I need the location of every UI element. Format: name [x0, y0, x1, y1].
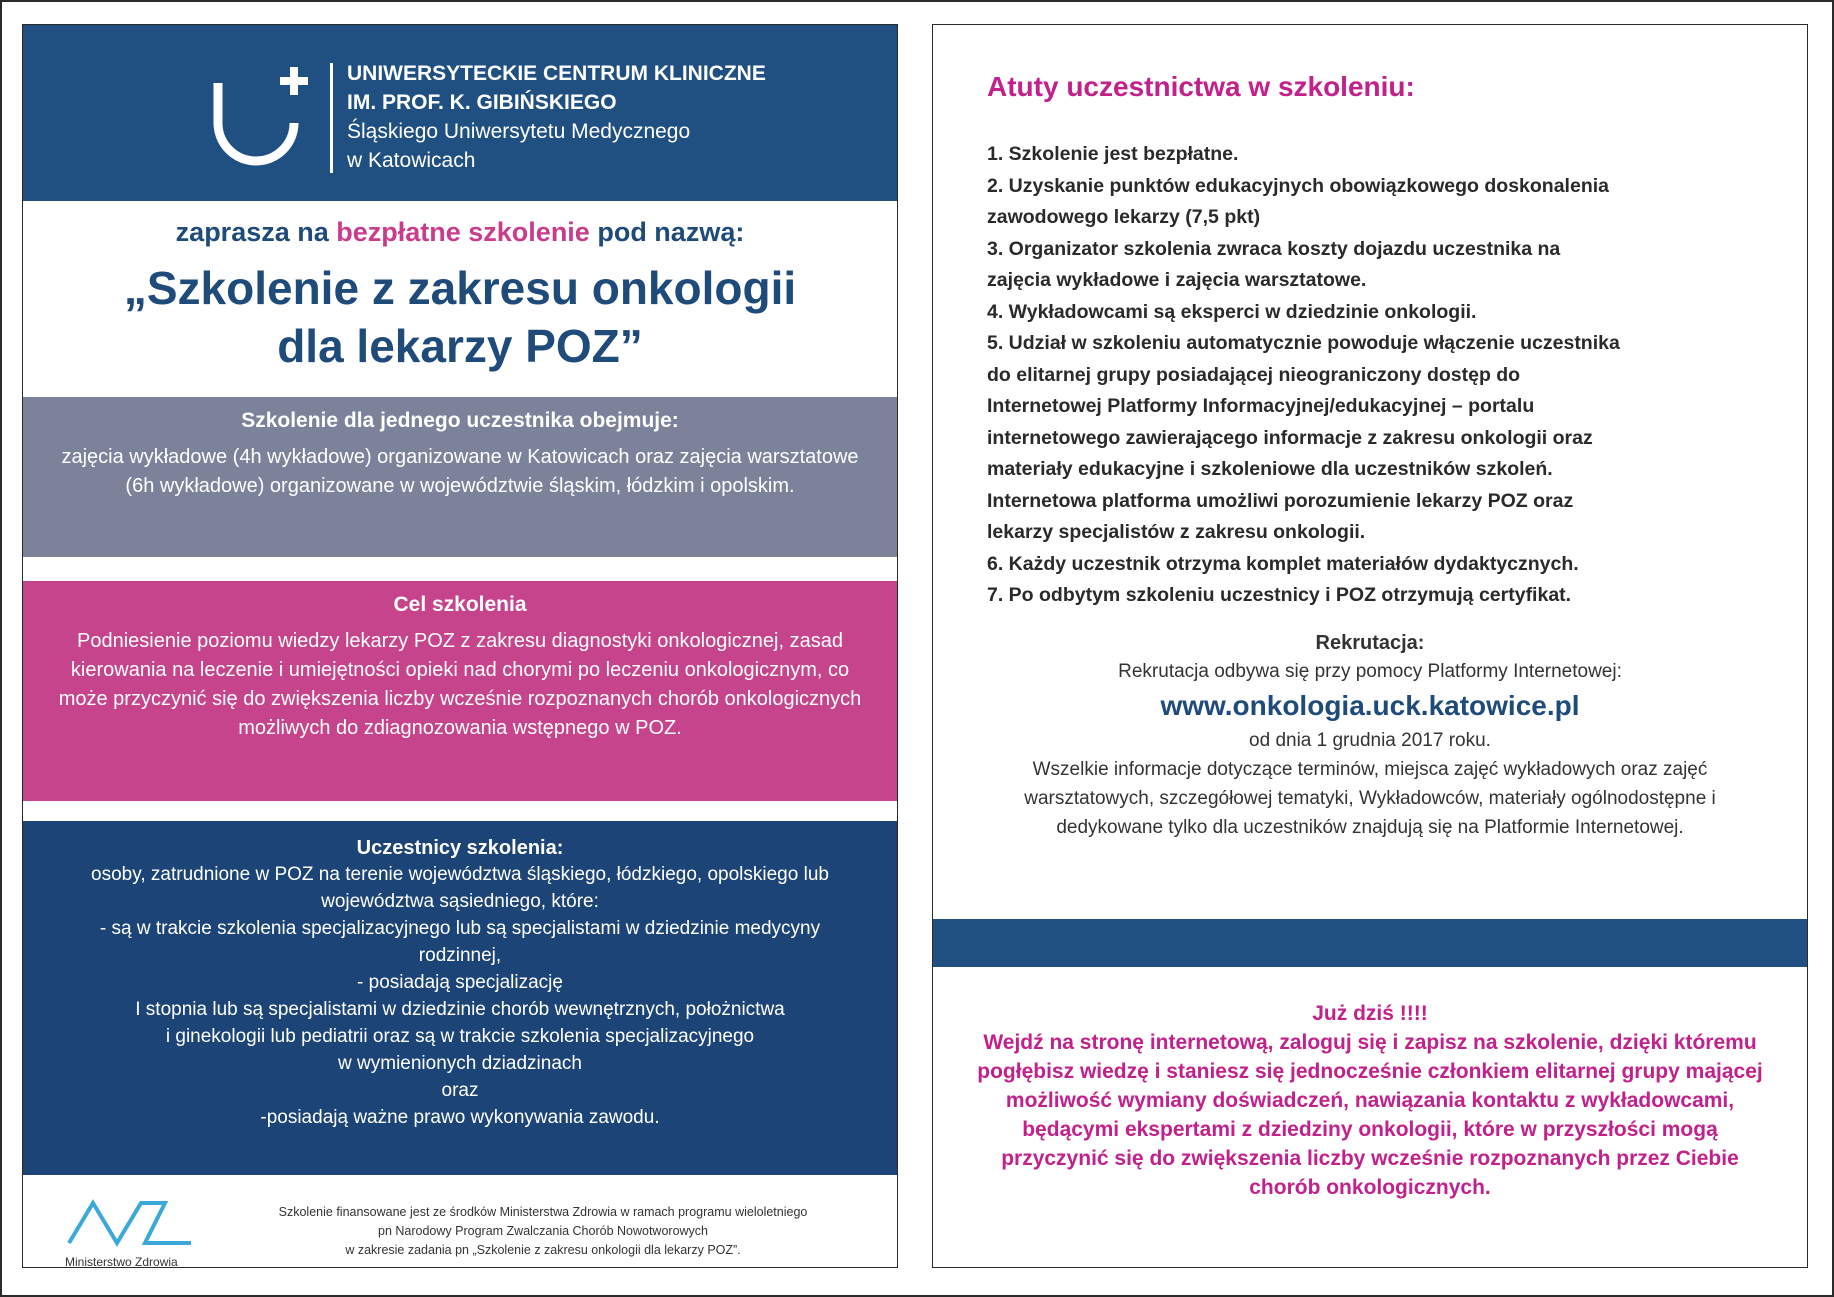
list-item: materiały edukacyjne i szkoleniowe dla uczestników szkoleń.	[987, 458, 1553, 480]
org-line-3: Śląskiego Uniwersytetu Medycznego	[347, 120, 691, 143]
intro-highlight: bezpłatne szkolenie	[336, 217, 590, 247]
participants-line: województwa sąsiedniego, które:	[321, 891, 599, 912]
participants-text	[23, 861, 897, 1131]
left-panel	[22, 24, 898, 1268]
cta-text: Wejdź na stronę internetową, zaloguj się i zapisz na szkolenie, dzięki któremu pogłębisz wiedzę i staniesz się jednocześnie członkiem elitarnej grupy mającej możliwość wymiany doświadczeń, nawiązania kontaktu z wykładowcami, będącymi ekspertami z dziedziny onkologii, które w przyszłości mogą przyczynić się do zwiększenia liczby wcześnie rozpoznanych przez Ciebie chorób onkologicznych.	[977, 1031, 1763, 1199]
training-title	[23, 259, 897, 375]
title-line-2: dla lekarzy POZ”	[277, 320, 643, 372]
advantages-list	[987, 139, 1787, 612]
participants-line: osoby, zatrudnione w POZ na terenie województwa śląskiego, łódzkiego, opolskiego lub	[91, 864, 829, 885]
funding-note	[223, 1203, 863, 1260]
intro-before: zaprasza na	[175, 217, 337, 247]
platform-url-link[interactable]: www.onkologia.uck.katowice.pl	[1160, 690, 1580, 721]
header-banner	[23, 25, 897, 201]
participants-line: I stopnia lub są specjalistami w dziedzinie chorób wewnętrznych, położnictwa	[135, 999, 785, 1020]
divider-bar	[933, 919, 1807, 967]
list-item: 3. Organizator szkolenia zwraca koszty dojazdu uczestnika na	[987, 237, 1561, 260]
participants-line: - są w trakcie szkolenia specjalizacyjnego lub są specjalistami w dziedzinie medycyny	[99, 918, 821, 939]
goal-text: Podniesienie poziomu wiedzy lekarzy POZ z zakresu diagnostyki onkologicznej, zasad kierowania na leczenie i umiejętności opieki nad chorymi po leczeniu onkologicznym, co może przyczynić się do zwiększenia liczby wcześnie rozpoznanych chorób onkologicznych możliwych do zdiagnozowania wstępnego w POZ.	[58, 630, 862, 739]
recruitment-date: od dnia 1 grudnia 2017 roku.	[1249, 730, 1491, 751]
participants-line: oraz	[441, 1080, 479, 1101]
goal-box	[23, 581, 897, 801]
list-item: 5. Udział w szkoleniu automatycznie powoduje włączenie uczestnika	[987, 332, 1620, 354]
recruitment-heading: Rekrutacja:	[1315, 632, 1425, 654]
participants-line: - posiadają specjalizację	[357, 972, 563, 993]
list-item: 2. Uzyskanie punktów edukacyjnych obowiązkowego doskonalenia	[987, 174, 1609, 197]
org-line-4: w Katowicach	[347, 149, 476, 172]
list-item: 7. Po odbytym szkoleniu uczestnicy i POZ otrzymują certyfikat.	[987, 584, 1572, 606]
list-item: 4. Wykładowcami są eksperci w dziedzinie onkologii.	[987, 300, 1477, 323]
goal-heading: Cel szkolenia	[393, 593, 527, 616]
scope-box	[23, 397, 897, 557]
scope-text: zajęcia wykładowe (4h wykładowe) organizowane w Katowicach oraz zajęcia warsztatowe (6h wykładowe) organizowane w województwie śląskim, łódzkim i opolskim.	[61, 446, 859, 497]
cta-line-1: Już dziś !!!!	[1312, 1002, 1428, 1025]
title-line-1: „Szkolenie z zakresu onkologii	[123, 262, 797, 314]
uck-logo-icon	[210, 67, 310, 171]
organization-name	[347, 59, 766, 175]
call-to-action	[933, 975, 1807, 1202]
scope-heading: Szkolenie dla jednego uczestnika obejmuje:	[241, 409, 679, 432]
participants-line: rodzinnej,	[418, 945, 502, 966]
list-item: zajęcia wykładowe i zajęcia warsztatowe.	[987, 269, 1367, 291]
participants-line: i ginekologii lub pediatrii oraz są w trakcie szkolenia specjalizacyjnego	[165, 1026, 755, 1047]
funding-line-3: w zakresie zadania pn „Szkolenie z zakresu onkologii dla lekarzy POZ”.	[345, 1243, 741, 1257]
list-item: Internetowa platforma umożliwi porozumienie lekarzy POZ oraz	[987, 489, 1574, 512]
list-item: zawodowego lekarzy (7,5 pkt)	[987, 206, 1261, 228]
org-line-2: IM. PROF. K. GIBIŃSKIEGO	[347, 91, 617, 114]
participants-heading: Uczestnicy szkolenia:	[356, 837, 564, 859]
intro-after: pod nazwą:	[589, 217, 745, 247]
participants-box	[23, 821, 897, 1175]
right-panel	[932, 24, 1808, 1268]
participants-line: -posiadają ważne prawo wykonywania zawodu.	[260, 1107, 660, 1128]
org-line-1: UNIWERSYTECKIE CENTRUM KLINICZNE	[347, 62, 766, 85]
list-item: do elitarnej grupy posiadającej nieograniczony dostęp do	[987, 363, 1521, 386]
advantages-title: Atuty uczestnictwa w szkoleniu:	[987, 71, 1415, 102]
recruitment-info: Wszelkie informacje dotyczące terminów, miejsca zajęć wykładowych oraz zajęć warsztatowych, szczegółowej tematyki, Wykładowców, materiały ogólnodostępne i dedykowane tylko dla uczestników znajdują się na Platformie Internetowej.	[1024, 759, 1716, 838]
list-item: 1. Szkolenie jest bezpłatne.	[987, 143, 1239, 165]
ministry-logo-icon	[65, 1195, 195, 1255]
list-item: 6. Każdy uczestnik otrzyma komplet materiałów dydaktycznych.	[987, 552, 1579, 575]
funding-line-1: Szkolenie finansowane jest ze środków Ministerstwa Zdrowia w ramach programu wieloletniego	[278, 1205, 808, 1219]
recruitment-section	[933, 629, 1807, 842]
list-item: Internetowej Platformy Informacyjnej/edukacyjnej – portalu	[987, 395, 1535, 417]
ministry-label: Ministerstwo Zdrowia	[65, 1255, 178, 1268]
funding-line-2: pn Narodowy Program Zwalczania Chorób Nowotworowych	[378, 1224, 708, 1238]
list-item: internetowego zawierającego informacje z zakresu onkologii oraz	[987, 426, 1593, 449]
logo-divider	[330, 63, 333, 173]
list-item: lekarzy specjalistów z zakresu onkologii.	[987, 521, 1366, 543]
recruitment-text: Rekrutacja odbywa się przy pomocy Platformy Internetowej:	[1118, 661, 1622, 682]
participants-line: w wymienionych dziadzinach	[338, 1053, 582, 1074]
intro-line	[23, 217, 897, 248]
